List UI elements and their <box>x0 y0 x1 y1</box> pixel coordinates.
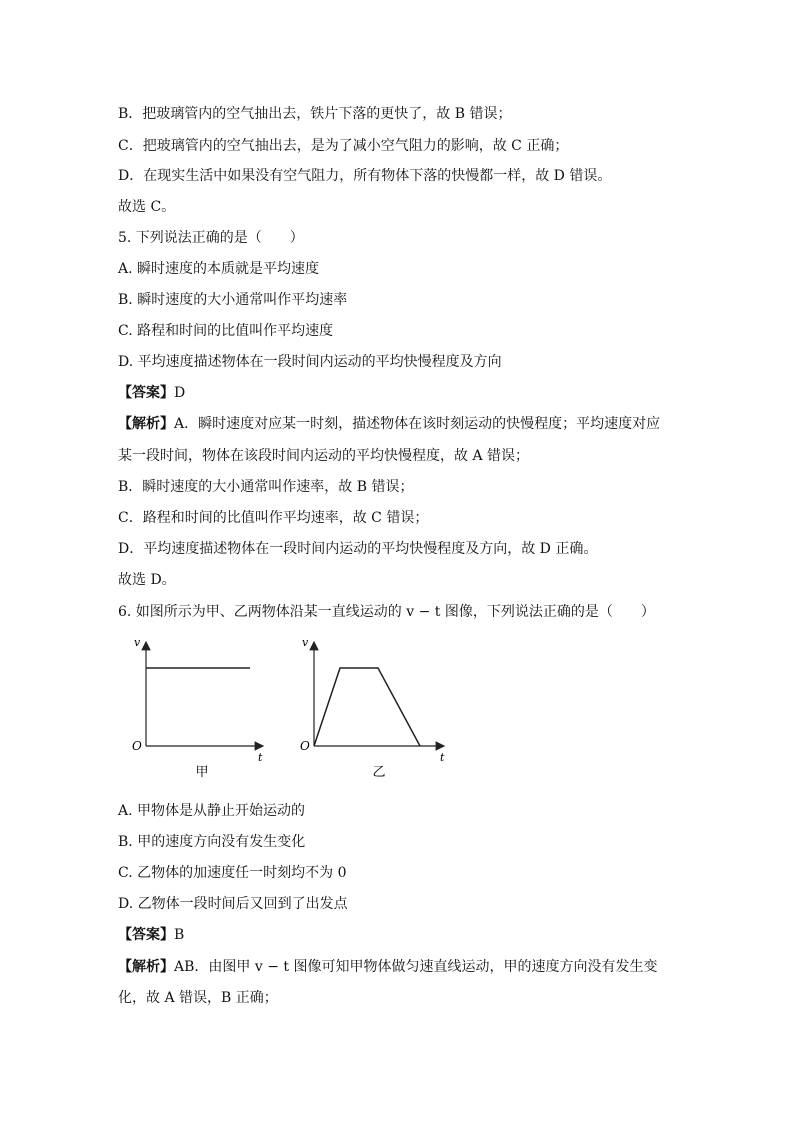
vt-graphs-svg <box>118 630 458 790</box>
question-5-option-a: A. 瞬时速度的本质就是平均速度 <box>118 261 320 277</box>
analysis-label: 【解析】 <box>118 416 174 432</box>
question-6-analysis-line-1 <box>118 957 657 977</box>
text-line-3: D．在现实生活中如果没有空气阻力，所有物体下落的快慢都一样，故 D 错误。 <box>118 168 612 184</box>
analysis-q6-part-2: 图像可知甲物体做匀速直线运动，甲的速度方向没有发生变 <box>293 959 658 975</box>
jia-v-label: v <box>134 636 141 649</box>
question-5-analysis-line-5: D．平均速度描述物体在一段时间内运动的平均快慢程度及方向，故 D 正确。 <box>118 541 598 557</box>
analysis-label-q6: 【解析】 <box>118 959 174 975</box>
answer-label: 【答案】 <box>118 385 174 401</box>
question-6-stem <box>118 602 655 622</box>
graph-jia <box>132 636 263 780</box>
question-5-stem: 5. 下列说法正确的是（ ） <box>118 230 304 246</box>
text-line-4: 故选 C。 <box>118 199 176 215</box>
question-6-vt-label: v − t <box>406 604 441 620</box>
yi-caption: 乙 <box>372 765 386 780</box>
jia-caption: 甲 <box>195 765 209 780</box>
question-6-answer <box>118 925 184 945</box>
jia-t-label: t <box>258 751 263 764</box>
text-line-2: C．把玻璃管内的空气抽出去，是为了减小空气阻力的影响，故 C 正确； <box>118 138 569 154</box>
question-5-answer <box>118 383 185 403</box>
question-5-analysis-line-2: 某一段时间，物体在该段时间内运动的平均快慢程度，故 A 错误； <box>118 448 530 464</box>
question-6-option-c: C. 乙物体的加速度任一时刻均不为 0 <box>118 865 347 881</box>
question-6-stem-part-1: 6. 如图所示为甲、乙两物体沿某一直线运动的 <box>118 604 402 620</box>
question-5-option-b: B. 瞬时速度的大小通常叫作平均速率 <box>118 292 348 308</box>
answer-label-q6: 【答案】 <box>118 927 174 943</box>
question-6-option-a: A. 甲物体是从静止开始运动的 <box>118 803 306 819</box>
yi-velocity-line <box>314 668 420 746</box>
yi-origin-label: O <box>300 739 310 753</box>
yi-v-label: v <box>302 636 309 649</box>
question-5-analysis-line-3: B．瞬时速度的大小通常叫作速率，故 B 错误； <box>118 479 414 495</box>
question-5-option-d: D. 平均速度描述物体在一段时间内运动的平均快慢程度及方向 <box>118 354 502 370</box>
question-6-option-d: D. 乙物体一段时间后又回到了出发点 <box>118 896 348 912</box>
analysis-q6-part-1: AB．由图甲 <box>174 959 251 975</box>
yi-t-label: t <box>440 751 445 764</box>
question-5-option-c: C. 路程和时间的比值叫作平均速度 <box>118 323 334 339</box>
question-6-stem-part-2: 图像，下列说法正确的是（ ） <box>444 604 655 620</box>
answer-value-q6: B <box>174 927 185 943</box>
analysis-q6-vt-label: v − t <box>254 959 290 975</box>
text-line-1: B．把玻璃管内的空气抽出去，铁片下落的更快了，故 B 错误； <box>118 106 512 122</box>
analysis-text: A．瞬时速度对应某一时刻，描述物体在该时刻运动的快慢程度；平均速度对应 <box>174 416 661 432</box>
question-6-graphs <box>118 630 458 790</box>
jia-origin-label: O <box>132 739 142 753</box>
question-6-analysis-line-2: 化，故 A 错误，B 正确； <box>118 990 278 1006</box>
question-5-analysis-line-1 <box>118 414 660 434</box>
question-5-conclusion: 故选 D。 <box>118 572 176 588</box>
answer-value: D <box>174 385 186 401</box>
question-6-option-b: B. 甲的速度方向没有发生变化 <box>118 834 306 850</box>
question-5-analysis-line-4: C．路程和时间的比值叫作平均速率，故 C 错误； <box>118 510 429 526</box>
graph-yi <box>300 636 445 780</box>
